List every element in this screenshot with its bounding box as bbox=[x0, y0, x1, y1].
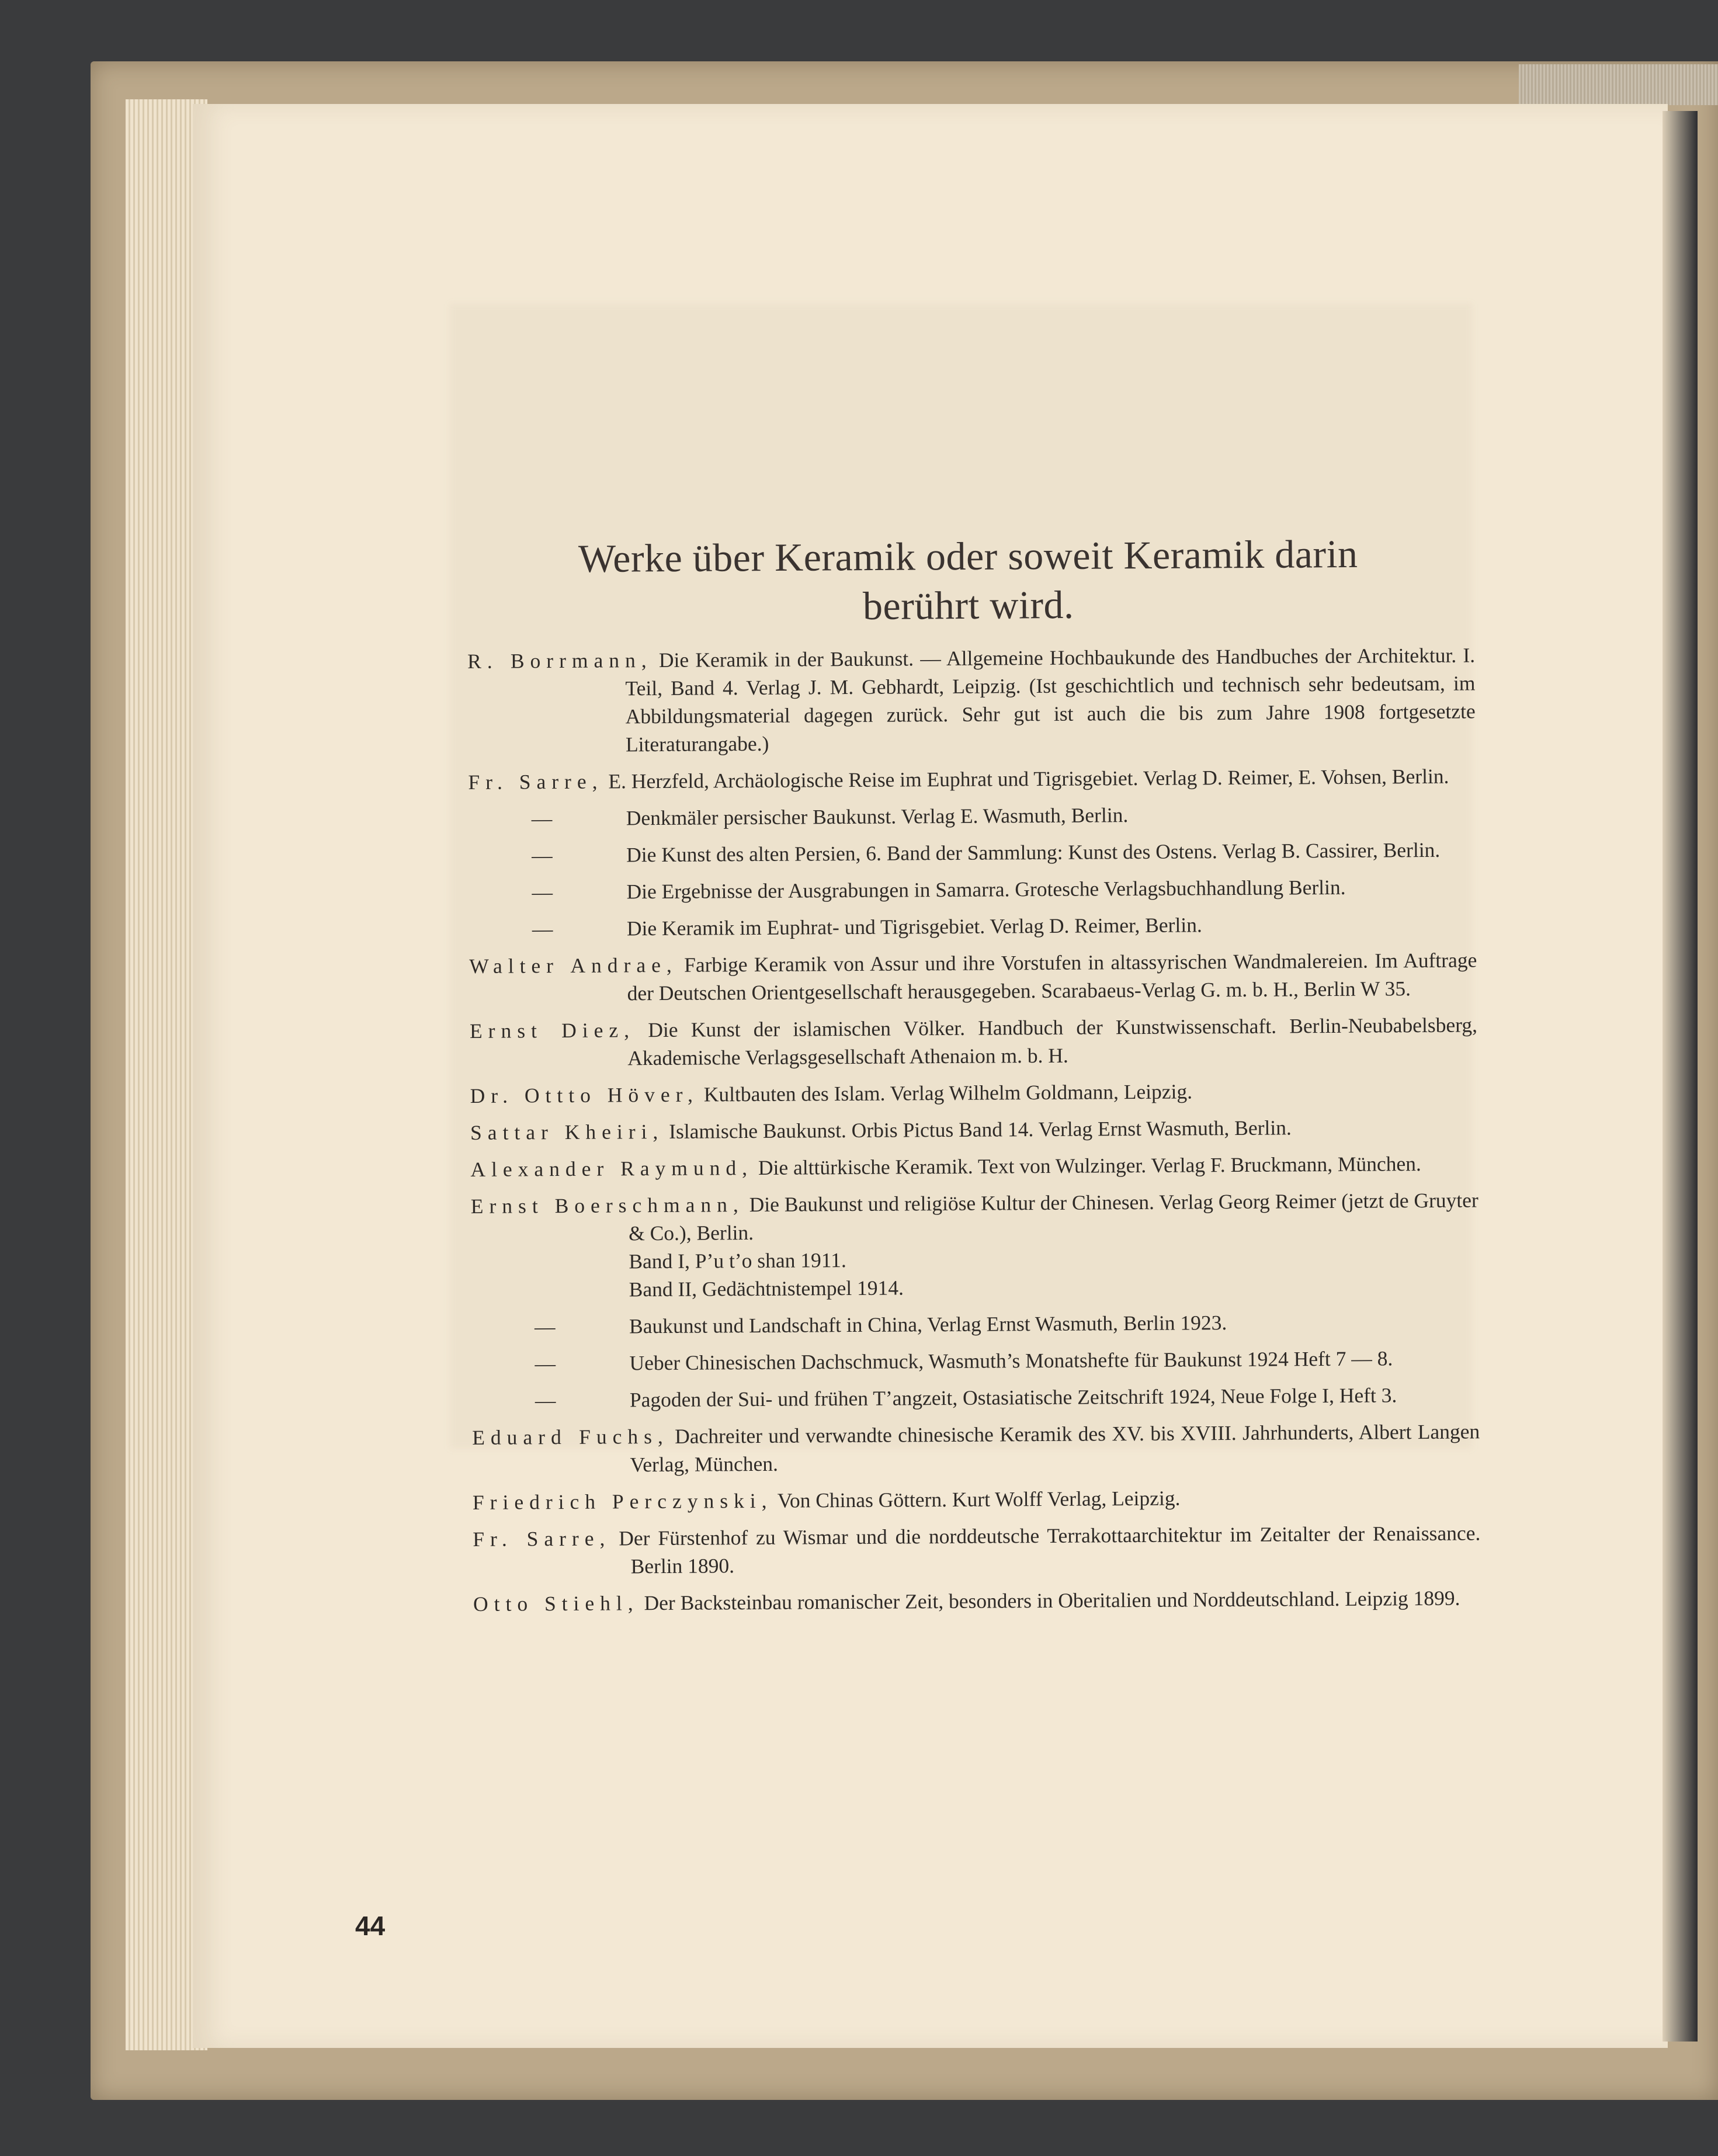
bibliography-entry bbox=[472, 1417, 1480, 1480]
page-number: 44 bbox=[355, 1911, 386, 1941]
entry-text: Kultbauten des Islam. Verlag Wilhelm Goldmann, Leipzig. bbox=[698, 1079, 1193, 1106]
bibliography-entry bbox=[470, 1112, 1478, 1147]
bibliography-entry bbox=[473, 1519, 1481, 1581]
ditto-dash: — bbox=[534, 1315, 556, 1339]
entry-text: Die Kunst des alten Persien, 6. Band der Sammlung: Kunst des Ostens. Verlag B. Cassirer, Berlin. bbox=[626, 838, 1441, 867]
author-name: Dr. Ottto Höver, bbox=[470, 1082, 699, 1107]
ditto-dash: — bbox=[532, 880, 553, 904]
bibliography-entry bbox=[470, 1075, 1478, 1110]
bibliography-entry bbox=[473, 1482, 1480, 1516]
ditto-dash: — bbox=[532, 843, 553, 867]
bibliography-sub-entry bbox=[471, 1343, 1479, 1378]
entry-text: E. Herzfeld, Archäologische Reise im Euphrat und Tigrisgebiet. Verlag D. Reimer, E. Vohsen, Berlin. bbox=[603, 764, 1449, 793]
bibliography-entry bbox=[470, 1149, 1478, 1183]
entry-text: Ueber Chinesischen Dachschmuck, Wasmuth’s Monatshefte für Baukunst 1924 Heft 7 — 8. bbox=[629, 1346, 1393, 1375]
author-name: Fr. Sarre, bbox=[468, 769, 603, 794]
page-gutter-shadow bbox=[1663, 111, 1698, 2042]
bibliography-entry bbox=[467, 641, 1476, 759]
bibliography-sub-entry bbox=[468, 798, 1476, 833]
entry-text: Die Kunst der islamischen Völker. Handbuch der Kunstwissenschaft. Berlin-Neubabelsberg, Akademische Verlagsgesellschaft Athenaion m. b. H. bbox=[627, 1013, 1478, 1070]
entry-volume-line: Band I, P’u t’o shan 1911. bbox=[629, 1248, 846, 1273]
author-name: Alexander Raymund, bbox=[470, 1156, 754, 1181]
author-name: Friedrich Perczynski, bbox=[472, 1488, 773, 1514]
entry-text: Der Backsteinbau romanischer Zeit, besonders in Oberitalien und Norddeutschland. Leipzig 1899. bbox=[638, 1586, 1460, 1615]
ditto-dash: — bbox=[531, 807, 553, 831]
bibliography-sub-entry bbox=[468, 872, 1476, 907]
author-name: Ernst Diez, bbox=[469, 1018, 636, 1043]
author-name: Eduard Fuchs, bbox=[472, 1424, 669, 1449]
ditto-dash: — bbox=[535, 1352, 556, 1376]
author-name: Walter Andrae, bbox=[469, 953, 678, 978]
entry-text: Der Fürstenhof zu Wismar und die norddeutsche Terrakottaarchitektur im Zeitalter der Renaissance. Berlin 1890. bbox=[610, 1521, 1481, 1578]
entry-text: Pagoden der Sui- und frühen T’angzeit, Ostasiatische Zeitschrift 1924, Neue Folge I, Heft 3. bbox=[629, 1383, 1397, 1412]
author-name: Fr. Sarre, bbox=[473, 1526, 611, 1551]
entry-text: Die Keramik in der Baukunst. — Allgemeine Hochbaukunde des Handbuches der Architektur. I. Teil, Band 4. Verlag J. M. Gebhardt, Leipzig. (Ist geschichtlich und technisch sehr bedeutsam, im Abbildungsmaterial dagegen zurück. Sehr gut ist auch die bis zum Jahre 1908 fortgesetzte Literaturangabe.) bbox=[625, 643, 1476, 756]
ditto-dash: — bbox=[532, 917, 553, 941]
title-line-2: berührt wird. bbox=[862, 582, 1074, 629]
bibliography-sub-entry bbox=[468, 835, 1476, 870]
title-line-1: Werke über Keramik oder soweit Keramik darin bbox=[578, 531, 1358, 581]
author-name: Sattar Kheiri, bbox=[470, 1119, 664, 1144]
entry-text: Von Chinas Göttern. Kurt Wolff Verlag, Leipzig. bbox=[772, 1486, 1181, 1512]
entry-text: Die alttürkische Keramik. Text von Wulzinger. Verlag F. Bruckmann, München. bbox=[752, 1152, 1421, 1180]
bibliography-list bbox=[467, 641, 1481, 1627]
entry-text: Denkmäler persischer Baukunst. Verlag E. Wasmuth, Berlin. bbox=[626, 803, 1129, 830]
bibliography-sub-entry bbox=[471, 1307, 1479, 1341]
entry-text: Die Keramik im Euphrat- und Tigrisgebiet. Verlag D. Reimer, Berlin. bbox=[626, 913, 1202, 940]
page-title bbox=[467, 529, 1470, 633]
bibliography-entry bbox=[473, 1584, 1481, 1618]
author-name: Otto Stiehl, bbox=[473, 1591, 639, 1616]
bibliography-entry bbox=[470, 1011, 1478, 1073]
bibliography-sub-entry bbox=[469, 909, 1477, 943]
bibliography-sub-entry bbox=[472, 1380, 1480, 1415]
entry-volume-line: Band II, Gedächtnistempel 1914. bbox=[629, 1276, 904, 1301]
bibliography-entry bbox=[469, 946, 1477, 1008]
cloth-spine-edge bbox=[1519, 64, 1718, 105]
bibliography-entry bbox=[471, 1186, 1479, 1248]
entry-text: Dachreiter und verwandte chinesische Keramik des XV. bis XVIII. Jahrhunderts, Albert Langen Verlag, München. bbox=[630, 1419, 1480, 1477]
bibliography-entry bbox=[468, 762, 1476, 796]
entry-text: Die Ergebnisse der Ausgrabungen in Samarra. Grotesche Verlagsbuchhandlung Berlin. bbox=[626, 875, 1346, 904]
entry-text: Farbige Keramik von Assur und ihre Vorstufen in altassyrischen Wandmalereien. Im Auftrage der Deutschen Orientgesellschaft herausgegeben. Scarabaeus-Verlag G. m. b. H., Berlin W 35. bbox=[627, 948, 1477, 1005]
ditto-dash: — bbox=[535, 1388, 556, 1412]
entry-text: Die Baukunst und religiöse Kultur der Chinesen. Verlag Georg Reimer (jetzt de Gruyter & Co.), Berlin. bbox=[629, 1188, 1478, 1245]
author-name: Ernst Boerschmann, bbox=[470, 1193, 744, 1218]
author-name: R. Borrmann, bbox=[467, 648, 653, 673]
entry-text: Islamische Baukunst. Orbis Pictus Band 14. Verlag Ernst Wasmuth, Berlin. bbox=[664, 1116, 1292, 1143]
entry-text: Baukunst und Landschaft in China, Verlag Ernst Wasmuth, Berlin 1923. bbox=[629, 1311, 1227, 1338]
